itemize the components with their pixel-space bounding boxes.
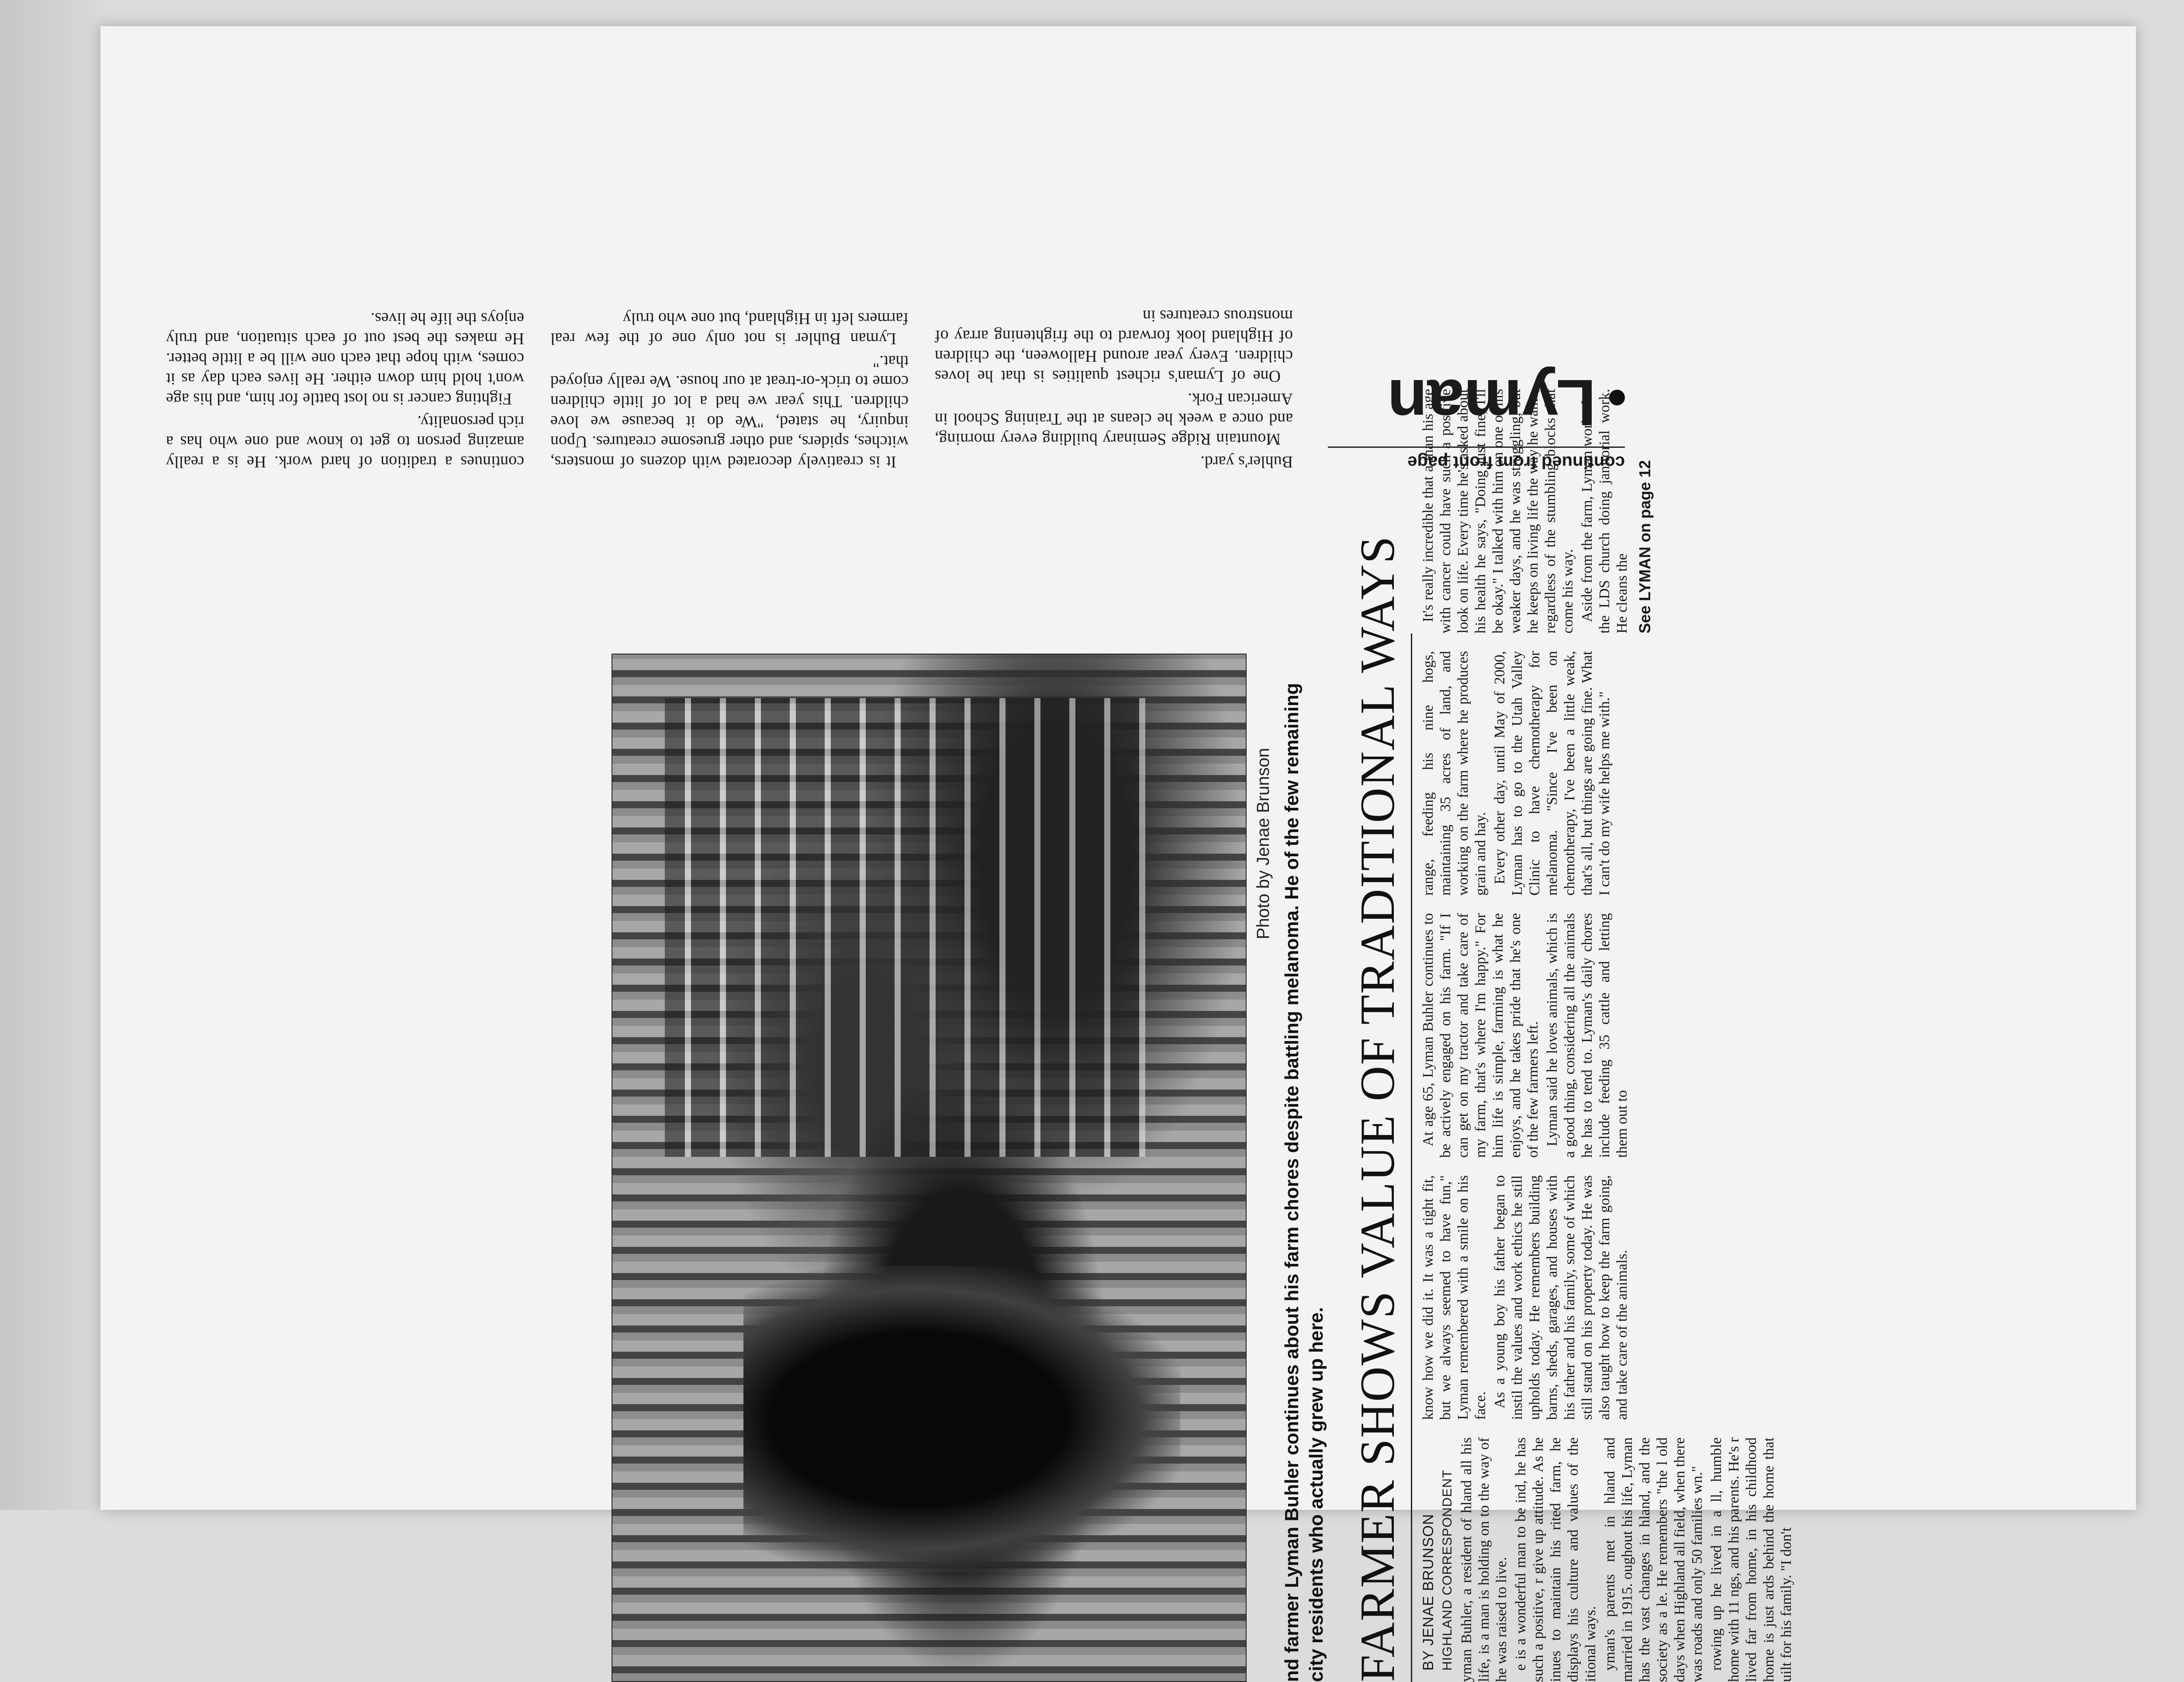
- article-column-2: [1420, 1175, 1699, 1420]
- article-body: [1420, 389, 1794, 1682]
- paragraph: Lyman Buhler is not only one of the few real farmers left in Highland, but one who truly: [550, 309, 909, 348]
- paragraph: Every other day, until May of 2000, Lyman has to go to the Utah Valley Clinic to have chemotherapy for melanoma. "Since I've been on chemotherapy, I've been a little weak, that's all, but things are going fine. What I can't do my wife helps me with.": [1492, 651, 1613, 896]
- continued-label: continued from front page: [1407, 453, 1625, 472]
- paragraph: Lyman said he loves animals, which is a good thing, considering all the animals he has to tend to. Lyman's daily chores include feeding 35 cattle and letting them out to: [1544, 913, 1630, 1158]
- headline-rule: [1411, 633, 1412, 1682]
- paragraph: continues a tradition of hard work. He is a really amazing person to get to know and one who has a rich personality.: [166, 412, 524, 471]
- article-column-1: [1420, 1437, 1794, 1682]
- paragraph: It is creatively decorated with dozens of monsters, witches, spiders, and other gruesome creatures. Upon inquiry, he stated, "We do it because we love children. This year we had a lot of little children come to trick-or-treat at our house. We really enjoyed that.": [550, 352, 909, 471]
- paragraph: One of Lyman's richest qualities is that he loves children. Every year around Halloween, the children of Highland look forward to the frightening array of monstrous creatures in: [935, 307, 1293, 385]
- paragraph: Aside from the farm, Lyman works for the LDS church doing janitorial work. He cleans the: [1579, 389, 1630, 633]
- continued-column-3: [166, 87, 524, 472]
- paragraph: As a young boy his father began to instil the values and work ethics he still upholds today. He remembers building barns, sheds, garages, and houses with his father and his family, some of which still stand on his property today. He was also taught how to keep the farm going, and take care of the animals.: [1492, 1175, 1630, 1420]
- article-column-3: [1420, 913, 1699, 1158]
- paragraph: yman Buhler, a resident of hland all his life, is a man is holding on to the way of he was raised to live.: [1458, 1437, 1510, 1682]
- main-article: [612, 371, 1794, 1682]
- paragraph: Mountain Ridge Seminary building every morning, and once a week he cleans at the Training School in American Fork.: [935, 390, 1293, 448]
- background-shadow: [0, 0, 114, 1510]
- paragraph: yman's parents met in hland and married in 1915. oughout his life, Lyman has the vast changes in hland, and the society as a le. He remembers "the l old days when Highland all field, when there was roads and only 50 families wn.": [1602, 1437, 1705, 1682]
- byline: BY JENAE BRUNSON: [1420, 1513, 1437, 1671]
- paragraph: Fighting cancer is no lost battle for him, and his age won't hold him down either. He lives each day as it comes, with hope that each one will be a little better. He makes the best out of each situation, and truly enjoys the life he lives.: [166, 309, 524, 408]
- paragraph: rowing up he lived in a ll, humble home with 11 ngs, and his parents. He's r lived far from home, in his childhood home is just ards behind the home that uilt for his family. "I don't: [1708, 1437, 1794, 1682]
- continued-title-text: Lyman: [1387, 366, 1596, 440]
- paragraph: range, feeding his nine hogs, maintaining 35 acres of land, and working on the farm where he produces grain and hay.: [1420, 651, 1489, 896]
- photo-caption: nd farmer Lyman Buhler continues about his farm chores despite battling melanoma. He of the few remaining city residents who actually grew up here.: [1281, 683, 1327, 1682]
- article-column-5: [1420, 389, 1699, 633]
- photo-fence: [665, 698, 1145, 1157]
- paragraph: know how we did it. It was a tight fit, but we always seemed to have fun," Lyman remembered with a smile on his face.: [1420, 1175, 1489, 1420]
- article-column-4: [1420, 651, 1699, 896]
- headline: FARMER SHOWS VALUE OF TRADITIONAL WAYS: [1351, 535, 1405, 1682]
- byline-title: HIGHLAND CORRESPONDENT: [1440, 1469, 1455, 1671]
- paragraph: At age 65, Lyman Buhler continues to be actively engaged on his farm. "If I can get on my tractor and take care of my farm, that's where I'm happy." For him life is simple, farming is what he enjoys, and he takes pride that he's one of the few farmers left.: [1420, 913, 1541, 1158]
- farmer-photo: [612, 654, 1247, 1682]
- photo-person: [743, 1266, 1180, 1572]
- paragraph: It's really incredible that a man his age with cancer could have such a positive look on life. Every time he's asked about his health he says, "Doing just fine, I'll be okay." I talked with him on one of his weaker days, and he was struggling, but he keeps on living life the way he wants, regardless of the stumbling blocks that come his way.: [1420, 389, 1576, 633]
- paragraph: Buhler's yard.: [1200, 453, 1293, 471]
- photo-credit: Photo by Jenae Brunson: [1254, 748, 1273, 939]
- see-also-link: See LYMAN on page 12: [1636, 460, 1654, 633]
- paragraph: e is a wonderful man to be ind, he has such a positive, r give up attitude. As he inues to maintain his rited farm, he displays his culture and values of the itional ways.: [1513, 1437, 1599, 1682]
